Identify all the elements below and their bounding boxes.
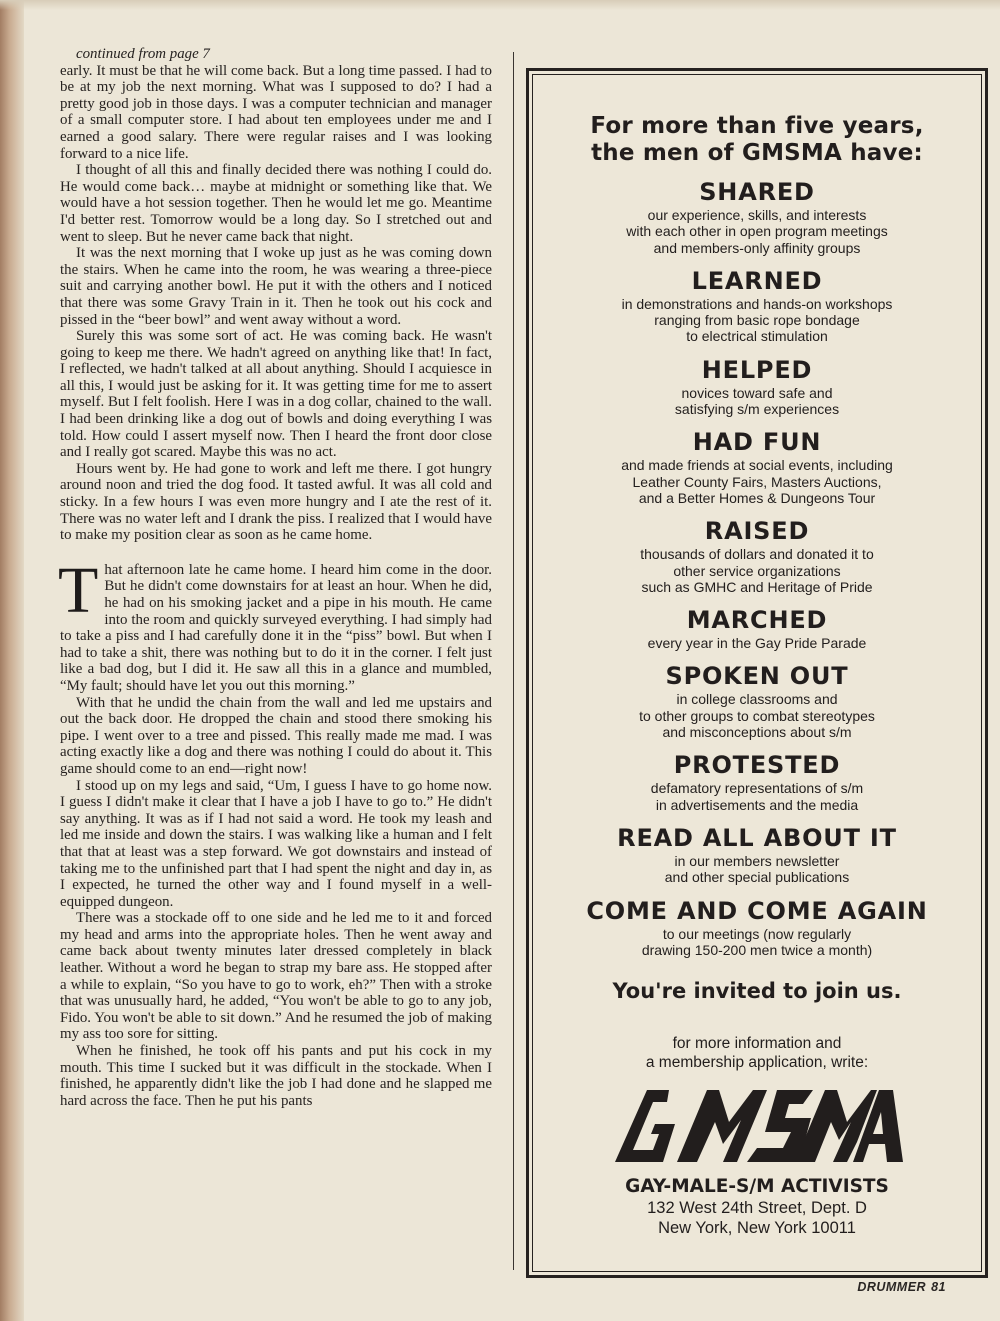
- ad-item-title: COME AND COME AGAIN: [586, 896, 928, 925]
- ad-info-line: a membership application, write:: [645, 1054, 869, 1072]
- ad-item-read-all-about-it: [529, 823, 985, 886]
- ad-item-line: and a Better Homes & Dungeons Tour: [638, 489, 876, 506]
- ad-item-line: such as GMHC and Heritage of Pride: [641, 578, 873, 595]
- ad-item-line: Leather County Fairs, Masters Auctions,: [632, 473, 882, 490]
- article-column: [60, 46, 492, 1109]
- ad-item-spoken-out: [529, 661, 985, 740]
- ad-item-line: satisfying s/m experiences: [674, 401, 840, 418]
- drop-cap-letter: T: [58, 553, 99, 627]
- ad-item-line: to electrical stimulation: [686, 328, 828, 345]
- ad-item-line: every year in the Gay Pride Parade: [647, 635, 867, 652]
- ad-item-title: SHARED: [699, 178, 815, 206]
- magazine-name: DRUMMER: [857, 1280, 927, 1294]
- article-paragraph: With that he undid the chain from the wall and led me upstairs and out the back door. He dropped the chain and stood there smoking his pipe. I went over to a tree and pissed. This really made me mad. I was acting exactly like a dog and there was nothing I could do about it. This game should come to an end—right now!: [60, 694, 492, 777]
- ad-item-line: in advertisements and the media: [655, 796, 859, 813]
- ad-item-line: to our meetings (now regularly: [662, 925, 852, 942]
- ad-content: [529, 71, 985, 1238]
- ad-headline-line: For more than five years,: [590, 113, 924, 139]
- page-binding-shadow: [0, 0, 24, 1321]
- article-paragraph: I thought of all this and finally decided there was nothing I could do. He would come back… maybe at midnight or something like that. We would have a hot session together. Then he would let me go. Meantime I'd better rest. Tomorrow would be a long day. So I stretched out and went to sleep. But he never came back that night.: [60, 162, 492, 245]
- gmsma-advertisement: [526, 68, 988, 1278]
- ad-item-line: and members-only affinity groups: [653, 239, 861, 256]
- ad-item-title: MARCHED: [686, 606, 828, 635]
- column-divider: [513, 52, 514, 1270]
- ad-item-shared: [529, 177, 985, 256]
- ad-item-title: HELPED: [701, 355, 813, 384]
- ad-item-title: HAD FUN: [692, 428, 822, 457]
- article-paragraph-dropcap: [58, 553, 492, 695]
- ad-item-line: with each other in open program meetings: [626, 223, 888, 240]
- ad-item-line: thousands of dollars and donated it to: [640, 546, 874, 563]
- ad-item-title: RAISED: [704, 517, 810, 546]
- ad-item-line: novices toward safe and: [681, 384, 833, 401]
- logo-letter-m: [677, 1090, 767, 1162]
- ad-item-line: defamatory representations of s/m: [650, 780, 864, 797]
- gmsma-logo: [607, 1082, 907, 1168]
- ad-item-line: in college classrooms and: [676, 691, 838, 708]
- page-footer: [857, 1280, 946, 1294]
- article-paragraph: Hours went by. He had gone to work and left me there. I got hungry around noon and tried the dog food. It tasted awful. It was all cold and sticky. In a few hours I was even more hungry and I ate the rest of it. There was no water left and I drank the piss. I realized that I would have to make my position clear as soon as he came home.: [60, 460, 492, 544]
- ad-item-line: and misconceptions about s/m: [662, 724, 852, 741]
- ad-item-line: our experience, skills, and interests: [647, 207, 867, 223]
- ad-item-line: in demonstrations and hands-on workshops: [621, 295, 893, 312]
- ad-item-come-and-come-again: [529, 896, 985, 959]
- ad-item-line: ranging from basic rope bondage: [654, 312, 860, 329]
- dropcap-paragraph-text: hat afternoon late he came home. I heard him come in the door. But he didn't come downstairs for at least an hour. When he did, he had on his smoking jacket and a pipe in his mouth. He came into the room and quickly surveyed everything. I had simply had to take a piss and I had carefully done it in the “piss” bowl. But when I had to take a shit, there was nothing but to do it in the corner. I felt just like a bad dog, but I did it. He saw all this in a glance and mumbled, “My fault; should have let you out this morning.”: [60, 561, 492, 694]
- ad-item-title: SPOKEN OUT: [665, 662, 849, 691]
- ad-item-line: and other special publications: [664, 869, 850, 886]
- ad-item-learned: [529, 266, 985, 345]
- ad-info: [529, 1034, 985, 1072]
- ad-item-line: drawing 150-200 men twice a month): [641, 941, 873, 958]
- ad-item-line: and made friends at social events, including: [621, 457, 893, 474]
- ad-org-name: GAY-MALE-S/M ACTIVISTS: [625, 1176, 889, 1198]
- ad-item-helped: [529, 355, 985, 418]
- article-paragraph: It was the next morning that I woke up just as he was coming down the stairs. When he came into the room, he was wearing a three-piece suit and carrying another bowl. He put it with the others and I noticed that there was some Gravy Train in it. Then he took out his cock and pissed in the “beer bowl” and went away without a word.: [60, 245, 492, 328]
- continued-from-note: continued from page 7: [76, 46, 210, 62]
- ad-headline: [529, 113, 985, 167]
- ad-item-title: LEARNED: [691, 266, 823, 295]
- ad-invitation: You're invited to join us.: [612, 979, 902, 1004]
- article-paragraph: I stood up on my legs and said, “Um, I guess I have to go home now. I guess I didn't make it clear that I have a job I have to go to.” He didn't say anything. It was as if I had not said a word. He took my leash and led me inside and down the stairs. I was walking like a human and I felt that that at least was a step forward. We got downstairs and instead of taking me to the unfinished part that I had spent the night and day in, as I expected, he turned the other way and I found myself in a well-equipped dungeon.: [60, 777, 492, 910]
- ad-item-raised: [529, 516, 985, 595]
- logo-letter-g: [615, 1090, 675, 1162]
- ad-item-title: READ ALL ABOUT IT: [617, 823, 897, 852]
- ad-item-line: other service organizations: [673, 562, 841, 579]
- page-number: 81: [931, 1280, 946, 1294]
- ad-info-line: for more information and: [672, 1035, 842, 1053]
- article-paragraph: When he finished, he took off his pants and put his cock in my mouth. This time I sucked but it was difficult in the stockade. When I finished, he apparently didn't like the job I had done and he slapped me hard across the face. Then he put his pants: [60, 1043, 492, 1109]
- ad-item-marched: [529, 605, 985, 651]
- article-paragraph: early. It must be that he will come back. But a long time passed. I had to be at my job the next morning. What was I supposed to do? I had a pretty good job in those days. I was a computer technician and manager of a small computer store. I had about ten employees under me and I earned a good salary. There were regular raises and I was looking forward to a nice life.: [60, 62, 492, 162]
- ad-address-line: 132 West 24th Street, Dept. D: [647, 1199, 867, 1218]
- ad-item-had-fun: [529, 427, 985, 506]
- ad-item-title: PROTESTED: [673, 751, 841, 780]
- page-top-edge: [0, 0, 1000, 10]
- article-paragraph: Surely this was some sort of act. He was coming back. He wasn't going to keep me there. We hadn't agreed on anything like that! In fact, I reflected, we hadn't talked at all about anything. Should I acquiesce in all this, I would just be asking for it. It was getting time for me to assert myself. But I felt foolish. Here I was in a dog collar, chained to the wall. I had been drinking like a dog out of bowls and doing everything I was told. How could I assert myself now. Then I heard the front door close and I really got scared. Maybe this was no act.: [60, 328, 492, 461]
- ad-item-line: in our members newsletter: [674, 852, 840, 869]
- ad-item-line: to other groups to combat stereotypes: [639, 707, 875, 724]
- ad-address-line: New York, New York 10011: [658, 1219, 856, 1238]
- ad-headline-line: the men of GMSMA have:: [591, 140, 923, 166]
- article-paragraph: There was a stockade off to one side and he led me to it and forced my head and arms into the appropriate holes. Then he went away and came back about twenty minutes later dressed completely in black leather. Without a word he began to strap my bare ass. He stopped after a while to explain, “So you have to go to work, eh?” Then with a stroke that was unusually hard, he added, “You won't be able to go to any job, Fido. You won't be able to sit down.” And he resumed the job of making my ass too sore for sitting.: [60, 910, 492, 1043]
- ad-item-protested: [529, 750, 985, 813]
